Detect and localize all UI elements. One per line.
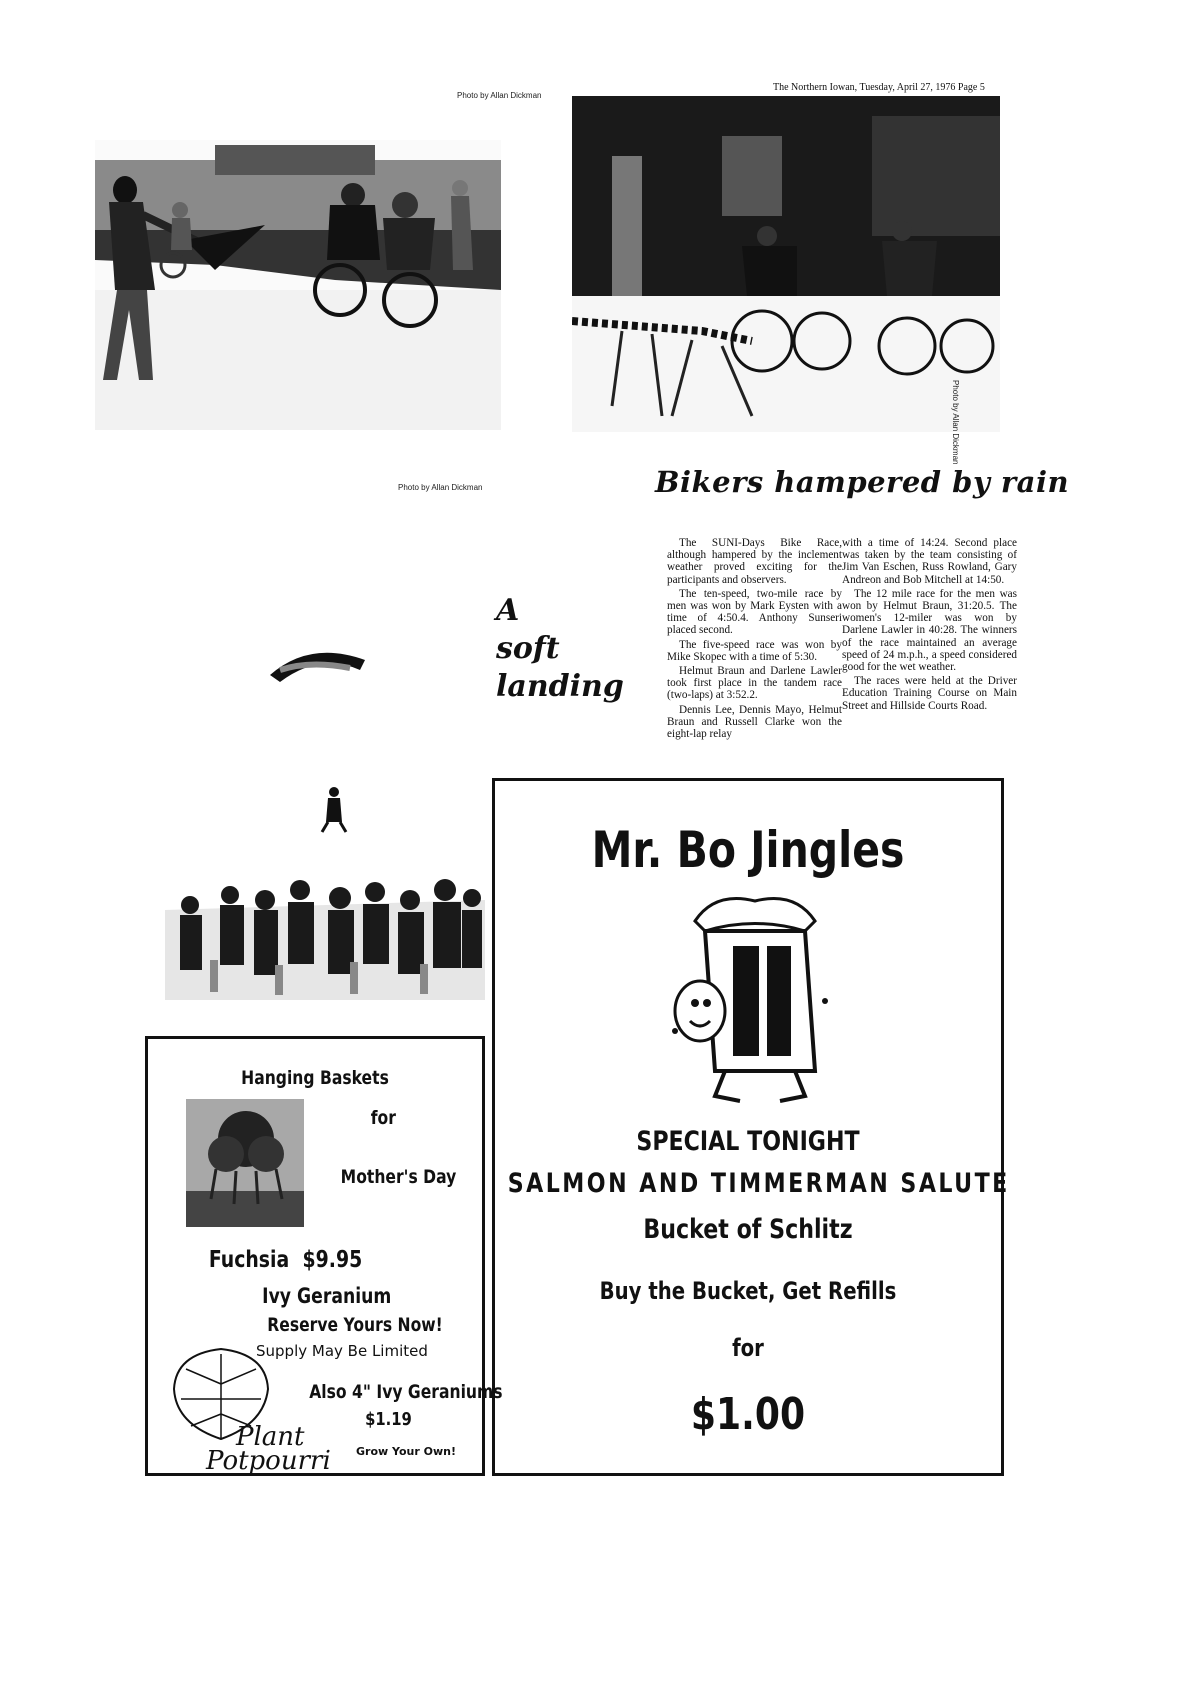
article-headline: Bikers hampered by rain xyxy=(655,465,1070,499)
page-header: The Northern Iowan, Tuesday, April 27, 1976 Page 5 xyxy=(773,82,985,93)
caption-line: A xyxy=(496,593,520,628)
bo-jingles-salute: SALMON AND TIMMERMAN SALUTE xyxy=(507,1168,1010,1199)
article-paragraph: Dennis Lee, Dennis Mayo, Helmut Braun and Russell Clarke won the eight-lap relay xyxy=(667,703,842,741)
bo-jingles-bucket: Bucket of Schlitz xyxy=(643,1214,853,1245)
photo-bikers-children xyxy=(95,140,501,430)
plant-also: Also 4" Ivy Geraniums xyxy=(309,1381,503,1403)
bo-jingles-title: Mr. Bo Jingles xyxy=(591,821,905,879)
photo-parachutist-art xyxy=(160,560,485,1000)
article-paragraph: with a time of 14:24. Second place was taken by the team consisting of Jim Van Eschen, Russ Rowland, Gary Andreon and Bob Mitchell at 14:50. xyxy=(842,537,1017,586)
plant-logo-line1: Plant xyxy=(236,1422,305,1452)
photo-parachutist xyxy=(160,560,485,1000)
article-column-2 xyxy=(842,537,1017,714)
photo-credit-middle: Photo by Allan Dickman xyxy=(398,483,483,492)
plant-fuchsia: Fuchsia xyxy=(208,1247,290,1273)
photo-bikers-children-art xyxy=(95,140,501,430)
article-paragraph: Helmut Braun and Darlene Lawler took first place in the tandem race (two-laps) at 3:52.2. xyxy=(667,665,842,702)
hanging-basket-photo xyxy=(186,1099,304,1227)
article-body xyxy=(667,537,1017,757)
plant-for: for xyxy=(370,1107,396,1129)
photo-credit-vertical: Photo by Allan Dickman xyxy=(951,380,960,465)
article-column-1 xyxy=(667,537,842,742)
article-paragraph: The SUNI-Days Bike Race, although hampered by the inclement weather proved exciting for the participants and observers. xyxy=(667,537,842,586)
plant-ivy: Ivy Geranium xyxy=(262,1284,392,1308)
caption-line: landing xyxy=(496,669,624,704)
beer-bucket-mascot-icon xyxy=(655,891,845,1111)
photo-racers-art xyxy=(572,96,1000,432)
photo-credit-top-left: Photo by Allan Dickman xyxy=(457,91,542,100)
plant-also-price: $1.19 xyxy=(365,1409,412,1430)
bo-jingles-price: $1.00 xyxy=(690,1389,806,1440)
plant-heading: Hanging Baskets xyxy=(241,1067,389,1089)
caption-line: soft xyxy=(496,631,560,666)
plant-supply: Supply May Be Limited xyxy=(256,1342,428,1360)
ad-bo-jingles xyxy=(492,778,1010,1476)
soft-landing-caption xyxy=(496,592,624,706)
article-paragraph: The races were held at the Driver Education Training Course on Main Street and Hillside Courts Road. xyxy=(842,675,1017,712)
article-paragraph: The ten-speed, two-mile race by men was won by Mark Eysten with a time of 4:50.4. Anthony Sunseri placed second. xyxy=(667,587,842,637)
bo-jingles-buy: Buy the Bucket, Get Refills xyxy=(599,1277,897,1305)
plant-mothers-day: Mother's Day xyxy=(340,1166,457,1188)
ad-plant-potpourri xyxy=(145,1036,503,1476)
article-paragraph: The 12 mile race for the men was won by Helmut Braun, 31:20.5. The women's 12-miler was won by Darlene Lawler in 40:28. The winners of the race maintained an average speed of 24 m.p.h., a speed considered good for the wet weather. xyxy=(842,587,1017,674)
bo-jingles-for: for xyxy=(732,1334,764,1362)
plant-reserve: Reserve Yours Now! xyxy=(267,1314,443,1336)
hanging-basket-icon xyxy=(186,1099,304,1227)
bo-jingles-cartoon xyxy=(655,891,845,1111)
bo-jingles-special: SPECIAL TONIGHT xyxy=(636,1126,860,1157)
plant-fuchsia-price: $9.95 xyxy=(302,1247,363,1273)
plant-grow: Grow Your Own! xyxy=(356,1445,456,1458)
plant-logo-line2: Potpourri xyxy=(206,1446,331,1476)
photo-racers xyxy=(572,96,1000,432)
article-paragraph: The five-speed race was won by Mike Skopec with a time of 5:30. xyxy=(667,638,842,663)
